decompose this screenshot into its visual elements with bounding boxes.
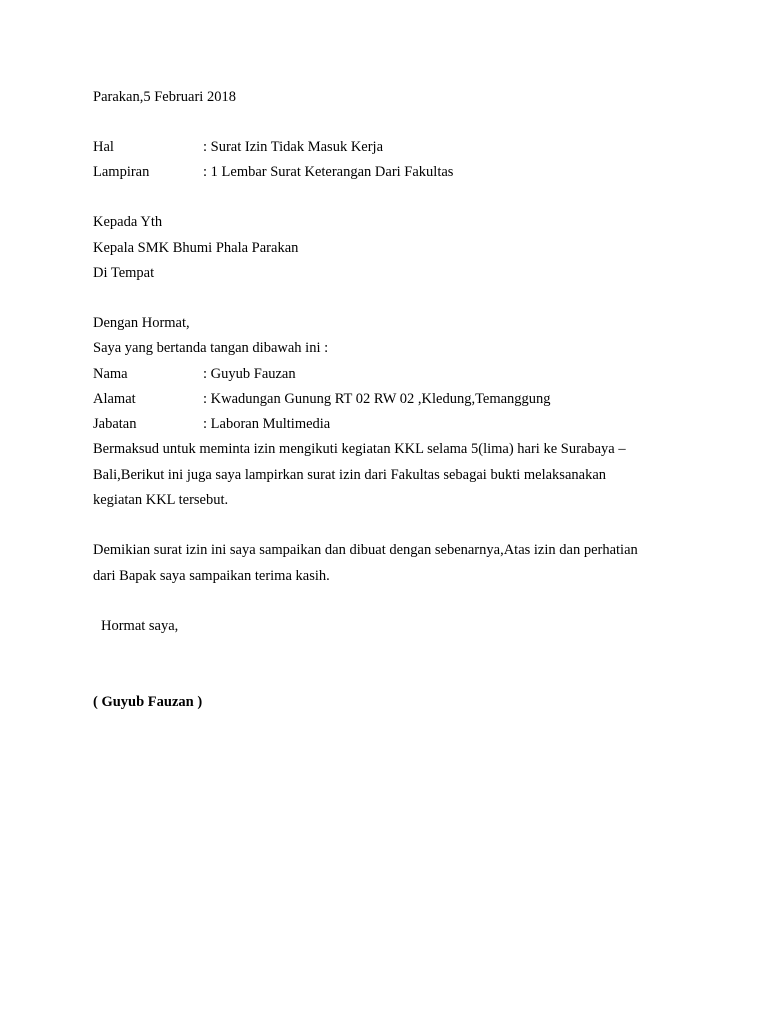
intro-text: Saya yang bertanda tangan dibawah ini :	[93, 340, 329, 356]
field-position-row	[93, 415, 693, 433]
closing-line-2: dari Bapak saya sampaikan terima kasih.	[93, 568, 330, 584]
field-value: : Laboran Multimedia	[203, 416, 331, 432]
recipient-line-1: Kepada Yth	[93, 214, 163, 230]
field-value: : Guyub Fauzan	[203, 366, 296, 382]
greeting: Dengan Hormat,	[93, 315, 190, 331]
place-date: Parakan,5 Februari 2018	[93, 89, 236, 105]
recipient-line-2: Kepala SMK Bhumi Phala Parakan	[93, 240, 299, 256]
sign-off: Hormat saya,	[101, 618, 179, 634]
attachment-value: : 1 Lembar Surat Keterangan Dari Fakultas	[203, 164, 454, 180]
field-name-row	[93, 365, 693, 383]
body-line-2: Bali,Berikut ini juga saya lampirkan surat izin dari Fakultas sebagai bukti melaksanakan	[93, 467, 607, 483]
subject-row	[93, 138, 693, 156]
body-line-1: Bermaksud untuk meminta izin mengikuti kegiatan KKL selama 5(lima) hari ke Surabaya –	[93, 441, 626, 457]
attachment-label: Lampiran	[93, 164, 150, 180]
attachment-row	[93, 163, 693, 181]
signature-name: ( Guyub Fauzan )	[93, 694, 203, 710]
field-label: Alamat	[93, 391, 136, 407]
field-value: : Kwadungan Gunung RT 02 RW 02 ,Kledung,Temanggung	[203, 391, 551, 407]
field-label: Nama	[93, 366, 128, 382]
body-line-3: kegiatan KKL tersebut.	[93, 492, 229, 508]
field-address-row	[93, 390, 693, 408]
closing-line-1: Demikian surat izin ini saya sampaikan dan dibuat dengan sebenarnya,Atas izin dan perhatian	[93, 542, 638, 558]
field-label: Jabatan	[93, 416, 137, 432]
recipient-line-3: Di Tempat	[93, 265, 155, 281]
subject-value: : Surat Izin Tidak Masuk Kerja	[203, 139, 384, 155]
subject-label: Hal	[93, 139, 114, 155]
